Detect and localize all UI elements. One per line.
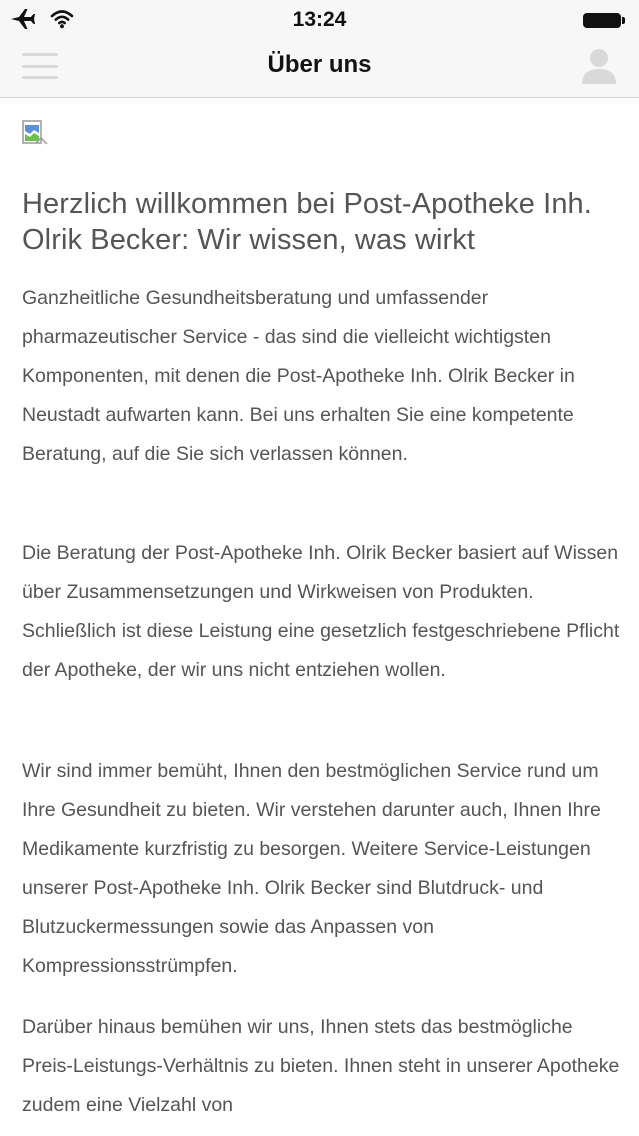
paragraph-intro: Ganzheitliche Gesundheitsberatung und umfassender pharmazeutischer Service - das sind die vielleicht wichtigsten Komponenten, mit denen die Post-Apotheke Inh. Olrik Becker in Neustadt aufwarten kann. Bei uns erhalten Sie eine kompetente Beratung, auf die Sie sich verlassen können. bbox=[22, 287, 575, 465]
paragraph-pricing: Darüber hinaus bemühen wir uns, Ihnen stets das bestmögliche Preis-Leistungs-Verhältnis zu bieten. Ihnen steht in unserer Apotheke zudem eine Vielzahl von bbox=[22, 1016, 620, 1116]
airplane-icon bbox=[10, 8, 36, 30]
welcome-headline: Herzlich willkommen bei Post-Apotheke Inh. Olrik Becker: Wir wissen, was wirkt bbox=[22, 188, 592, 256]
paragraph-consulting: Die Beratung der Post-Apotheke Inh. Olrik Becker basiert auf Wissen über Zusammensetzungen und Wirkweisen von Produkten. Schließlich ist diese Leistung eine gesetzlich festgeschriebene Pflicht der Apotheke, der wir uns nicht entziehen wollen. bbox=[22, 542, 620, 681]
hamburger-menu-icon[interactable] bbox=[22, 53, 58, 79]
status-time: 13:24 bbox=[292, 8, 347, 31]
broken-image-icon bbox=[22, 120, 48, 146]
navigation-bar bbox=[0, 40, 639, 98]
page-title: Über uns bbox=[267, 51, 372, 78]
paragraph-service: Wir sind immer bemüht, Ihnen den bestmöglichen Service rund um Ihre Gesundheit zu bieten. Wir verstehen darunter auch, Ihnen Ihre Medikamente kurzfristig zu besorgen. Weitere Service-Leistungen unserer Post-Apotheke Inh. Olrik Becker sind Blutdruck- und Blutzuckermessungen sowie das Anpassen von Kompressionsstrümpfen. bbox=[22, 760, 601, 977]
battery-icon bbox=[583, 12, 627, 28]
user-icon[interactable] bbox=[581, 46, 617, 86]
status-bar bbox=[0, 0, 639, 40]
status-icons-left bbox=[10, 8, 74, 30]
wifi-icon bbox=[50, 9, 74, 29]
